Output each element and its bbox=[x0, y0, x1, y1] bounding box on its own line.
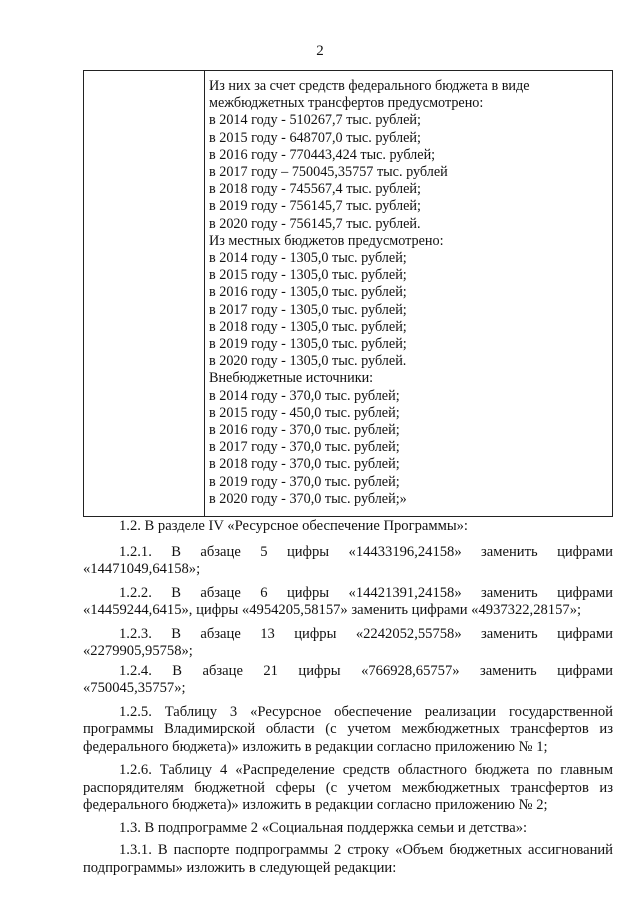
paragraph-1-2-5: 1.2.5. Таблицу 3 «Ресурсное обеспечение реализации государственной программы Владимирской области (с учетом межбюджетных трансфертов из федерального бюджета)» изложить в редакции согласно приложению № 1; bbox=[83, 703, 613, 755]
word: цифрами bbox=[557, 662, 613, 679]
table-line: в 2014 году - 1305,0 тыс. рублей; bbox=[209, 250, 407, 267]
word: «766928,65757» bbox=[361, 662, 460, 679]
table-line: в 2016 году - 370,0 тыс. рублей; bbox=[209, 422, 400, 439]
word: заменить bbox=[481, 584, 538, 601]
table-line: в 2019 году - 370,0 тыс. рублей; bbox=[209, 473, 400, 490]
paragraph-1-2-1 bbox=[83, 544, 613, 579]
word: заменить bbox=[480, 662, 537, 679]
justified-line bbox=[83, 544, 613, 562]
paragraph-1-2-6: 1.2.6. Таблицу 4 «Распределение средств областного бюджета по главным распорядителям бюджетной сферы (с учетом межбюджетных трансфертов из федерального бюджета)» изложить в редакции согласно приложению № 2; bbox=[83, 762, 613, 813]
word: «14421391,24158» bbox=[348, 584, 462, 601]
continuation-line: «14471049,64158»; bbox=[83, 561, 201, 577]
table-line: в 2015 году - 450,0 тыс. рублей; bbox=[209, 404, 400, 421]
word: 13 bbox=[260, 625, 275, 642]
table-line: в 2020 году - 1305,0 тыс. рублей. bbox=[209, 353, 407, 370]
word: В bbox=[171, 625, 181, 642]
table-line: в 2016 году - 770443,424 тыс. рублей; bbox=[209, 146, 436, 163]
word: цифры bbox=[286, 543, 330, 560]
word: цифрами bbox=[557, 543, 613, 560]
word: заменить bbox=[481, 625, 538, 642]
table-line: в 2018 году - 1305,0 тыс. рублей; bbox=[209, 318, 407, 335]
justified-line bbox=[83, 585, 613, 603]
word: абзаце bbox=[202, 662, 243, 679]
word: «14433196,24158» bbox=[348, 543, 462, 560]
word: 6 bbox=[260, 584, 268, 601]
table-line: в 2017 году - 370,0 тыс. рублей; bbox=[209, 439, 400, 456]
justified-line bbox=[83, 626, 613, 644]
word: В bbox=[171, 543, 181, 560]
paragraph-1-2-3 bbox=[83, 626, 613, 661]
continuation-line: «750045,35757»; bbox=[83, 680, 186, 696]
word: 1.2.2. bbox=[119, 584, 152, 601]
word: абзаце bbox=[200, 543, 241, 560]
table-line: в 2018 году - 370,0 тыс. рублей; bbox=[209, 456, 400, 473]
table-line: в 2017 году – 750045,35757 тыс. рублей bbox=[209, 164, 448, 181]
table-line: Внебюджетные источники: bbox=[209, 370, 374, 387]
budget-table bbox=[83, 70, 613, 517]
word: 1.2.3. bbox=[119, 625, 152, 642]
table-line: в 2014 году - 510267,7 тыс. рублей; bbox=[209, 112, 421, 129]
paragraph-1-2-2 bbox=[83, 585, 613, 620]
word: цифрами bbox=[557, 625, 613, 642]
table-line: в 2017 году - 1305,0 тыс. рублей; bbox=[209, 301, 407, 318]
table-line: в 2020 году - 370,0 тыс. рублей;» bbox=[209, 490, 407, 507]
word: цифры bbox=[294, 625, 337, 642]
table-line: межбюджетных трансфертов предусмотрено: bbox=[209, 95, 484, 112]
word: 21 bbox=[263, 662, 278, 679]
paragraph-1-3-1: 1.3.1. В паспорте подпрограммы 2 строку «Объем бюджетных ассигнований подпрограммы» изложить в следующей редакции: bbox=[83, 842, 613, 876]
word: «2242052,55758» bbox=[355, 625, 462, 642]
word: цифры bbox=[286, 584, 330, 601]
table-right-cell bbox=[205, 71, 612, 516]
table-left-cell bbox=[84, 71, 205, 516]
table-line: в 2014 году - 370,0 тыс. рублей; bbox=[209, 387, 400, 404]
table-line: Из местных бюджетов предусмотрено: bbox=[209, 232, 444, 249]
table-line: в 2015 году - 648707,0 тыс. рублей; bbox=[209, 129, 421, 146]
paragraph-1-2-4 bbox=[83, 663, 613, 698]
word: цифры bbox=[298, 662, 341, 679]
table-line: в 2019 году - 1305,0 тыс. рублей; bbox=[209, 336, 407, 353]
word: цифрами bbox=[557, 584, 613, 601]
paragraph-1-2: 1.2. В разделе IV «Ресурсное обеспечение Программы»: bbox=[119, 518, 468, 534]
word: 1.2.1. bbox=[119, 543, 152, 560]
word: В bbox=[172, 662, 183, 679]
paragraph-1-3: 1.3. В подпрограмме 2 «Социальная поддержка семьи и детства»: bbox=[119, 819, 528, 836]
table-line: в 2019 году - 756145,7 тыс. рублей; bbox=[209, 198, 421, 215]
table-line: Из них за счет средств федерального бюджета в виде bbox=[209, 78, 530, 94]
table-line: в 2020 году - 756145,7 тыс. рублей. bbox=[209, 215, 421, 232]
document-body bbox=[83, 518, 613, 877]
table-line: в 2015 году - 1305,0 тыс. рублей; bbox=[209, 267, 407, 284]
word: абзаце bbox=[200, 584, 241, 601]
justified-line bbox=[83, 663, 613, 681]
table-line: в 2016 году - 1305,0 тыс. рублей; bbox=[209, 284, 407, 301]
continuation-line: «14459244,6415», цифры «4954205,58157» заменить цифрами «4937322,28157»; bbox=[83, 602, 582, 618]
word: заменить bbox=[481, 543, 538, 560]
table-line: в 2018 году - 745567,4 тыс. рублей; bbox=[209, 181, 421, 198]
word: 5 bbox=[260, 543, 268, 560]
word: В bbox=[171, 584, 181, 601]
continuation-line: «2279905,95758»; bbox=[83, 643, 193, 659]
page-number: 2 bbox=[316, 43, 324, 59]
word: 1.2.4. bbox=[119, 662, 152, 679]
word: абзаце bbox=[200, 625, 241, 642]
